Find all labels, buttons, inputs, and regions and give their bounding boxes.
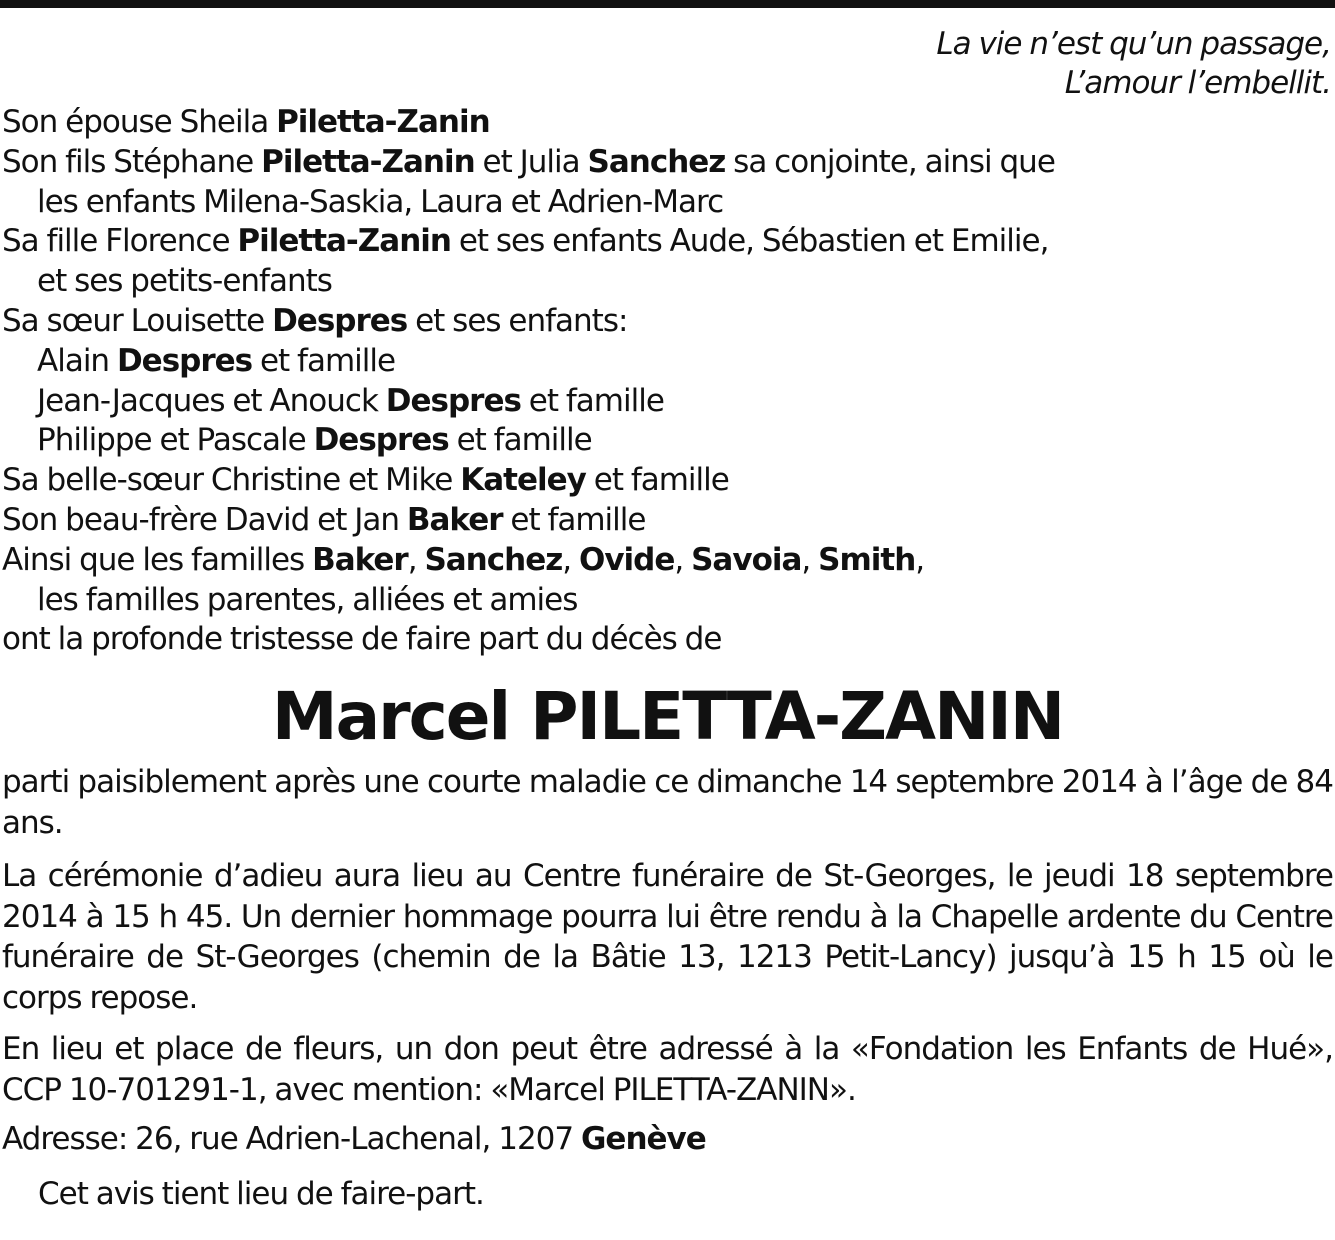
family-surname: Kateley (460, 462, 586, 499)
epigraph-line: L’amour l’embellit. (1064, 65, 1331, 101)
family-text: les familles parentes, alliées et amies (37, 581, 578, 618)
family-line (2, 501, 1055, 541)
family-surname: Savoia (691, 541, 802, 578)
family-surname: Despres (116, 342, 253, 379)
family-surname: Piletta-Zanin (237, 223, 451, 260)
family-text: et ses enfants: (407, 302, 628, 339)
family-surname: Ovide (578, 541, 675, 578)
ceremony-paragraph: La cérémonie d’adieu aura lieu au Centre funéraire de St-Georges, le jeudi 18 septembre 2014 à 15 h 45. Un dernier hommage pourra lui être rendu à la Chapelle ardente du Centre funéraire de St-Georges (chemin de la Bâtie 13, 1213 Petit-Lancy) jusqu’à 15 h 15 où le corps repose. (2, 858, 1333, 1016)
family-list (2, 103, 1055, 660)
family-surname: Baker (406, 501, 503, 538)
top-rule (0, 0, 1335, 8)
family-text: Jean-Jacques et Anouck (37, 382, 386, 419)
family-line (2, 262, 1055, 302)
notice-text: Cet avis tient lieu de faire-part. (38, 1176, 484, 1212)
family-text: Son beau-frère David et Jan (2, 501, 407, 538)
family-text: , (674, 541, 692, 578)
family-text: Ainsi que les familles (2, 541, 313, 578)
family-text: Son fils Stéphane (2, 143, 262, 180)
family-text: , (407, 541, 425, 578)
epigraph-line: La vie n’est qu’un passage, (936, 26, 1331, 62)
family-text: les enfants Milena-Saskia, Laura et Adrien-Marc (37, 183, 724, 220)
family-line (2, 541, 1055, 581)
family-line (2, 103, 1055, 143)
family-surname: Piletta-Zanin (276, 104, 490, 140)
deceased-name: Marcel PILETTA-ZANIN (271, 678, 1064, 755)
family-surname: Sanchez (424, 541, 563, 578)
family-text: , (562, 541, 579, 578)
family-text: Sa sœur Louisette (2, 302, 273, 339)
family-surname: Baker (312, 541, 408, 578)
family-text: et famille (252, 342, 396, 379)
address-line (2, 1119, 1333, 1160)
family-text: , (915, 541, 925, 578)
family-line (2, 581, 1055, 621)
family-text: Alain (37, 342, 117, 379)
family-text: ont la profonde tristesse de faire part du décès de (2, 621, 722, 658)
family-line (2, 143, 1055, 183)
family-surname: Despres (385, 382, 521, 419)
family-surname: Despres (313, 422, 449, 459)
family-text: sa conjointe, ainsi que (725, 143, 1055, 180)
family-text: et ses petits-enfants (37, 263, 332, 300)
family-line (2, 302, 1055, 342)
family-text: et famille (448, 422, 592, 459)
family-text: Philippe et Pascale (37, 422, 314, 459)
family-text: Sa belle-sœur Christine et Mike (2, 462, 461, 499)
family-text: et famille (585, 462, 729, 499)
address-city: Genève (580, 1121, 706, 1157)
family-line (2, 620, 1055, 660)
family-line (2, 342, 1055, 382)
family-surname: Sanchez (587, 143, 726, 180)
family-line (2, 382, 1055, 422)
death-paragraph: parti paisiblement après une courte maladie ce dimanche 14 septembre 2014 à l’âge de 84 ans. (2, 764, 1333, 841)
address-label: Adresse: 26, rue Adrien-Lachenal, 1207 (2, 1121, 581, 1157)
family-line (2, 461, 1055, 501)
family-text: , (801, 541, 819, 578)
family-line (2, 421, 1055, 461)
family-line (2, 222, 1055, 262)
family-line (2, 183, 1055, 223)
family-text: Son épouse Sheila (2, 104, 277, 140)
family-text: et famille (520, 382, 664, 419)
family-surname: Piletta-Zanin (261, 143, 475, 180)
family-text: Sa fille Florence (2, 223, 238, 260)
family-text: et ses enfants Aude, Sébastien et Emilie, (450, 223, 1049, 260)
family-text: et Julia (474, 143, 588, 180)
family-surname: Despres (272, 302, 408, 339)
flowers-paragraph: En lieu et place de fleurs, un don peut être adressé à la «Fondation les Enfants de Hué», CCP 10-701291-1, avec mention: «Marcel PILETTA-ZANIN». (2, 1031, 1333, 1108)
family-surname: Smith (818, 541, 916, 578)
epigraph (936, 25, 1331, 103)
family-text: et famille (502, 501, 646, 538)
